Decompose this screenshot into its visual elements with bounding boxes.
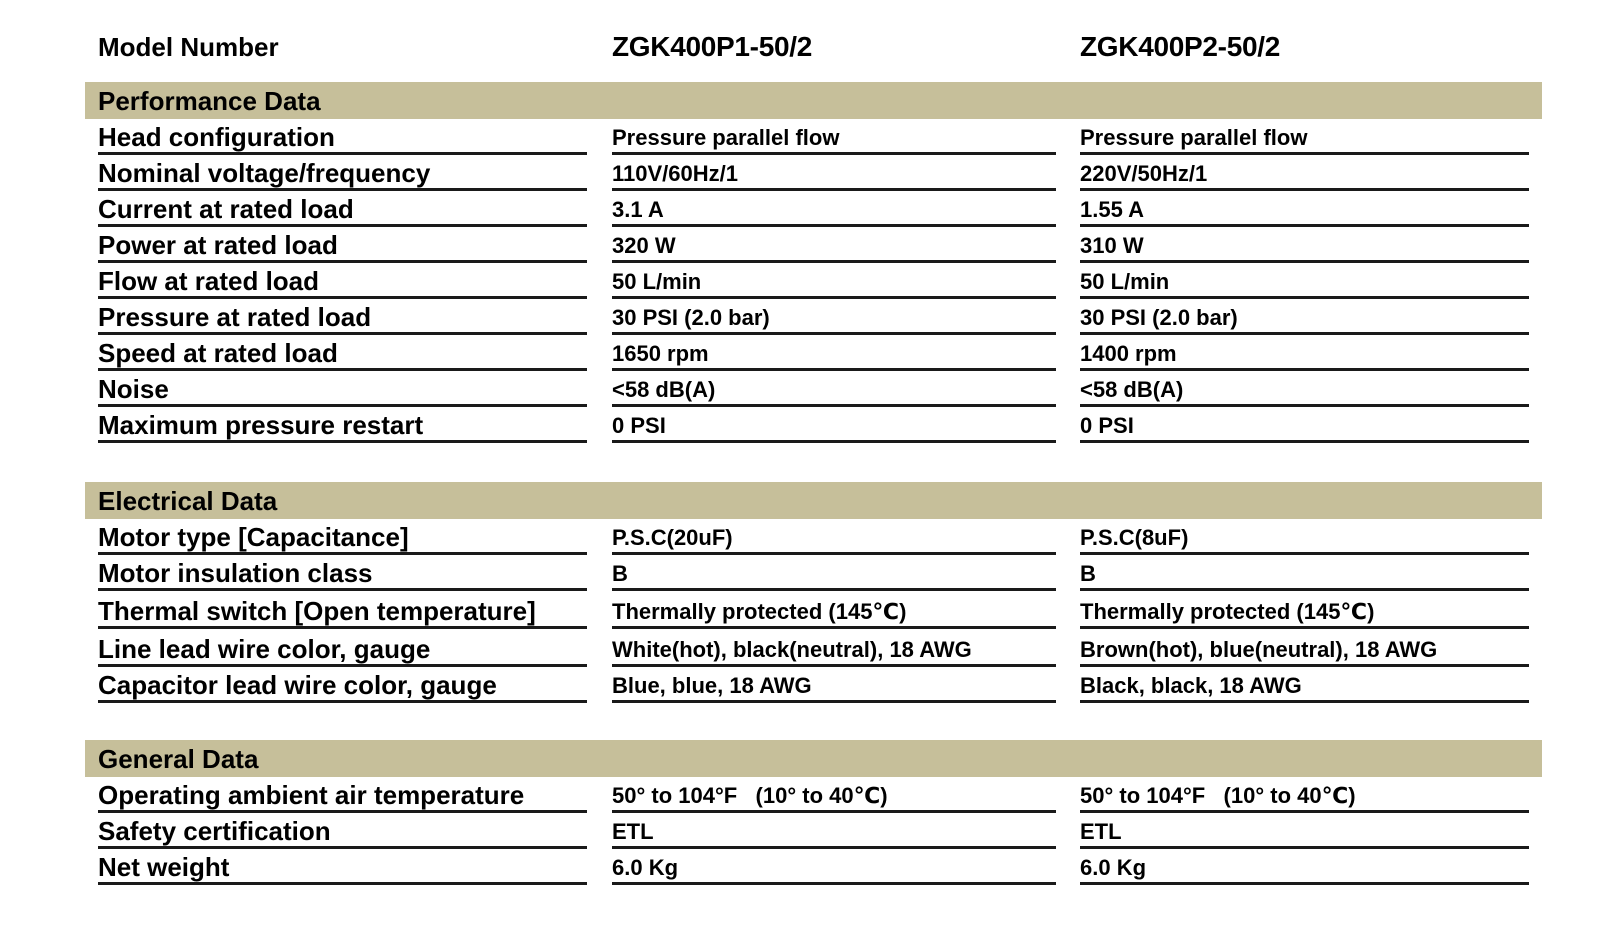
- spec-value-model-2: 1.55 A: [1080, 191, 1529, 227]
- spec-value-model-2: P.S.C(8uF): [1080, 519, 1529, 555]
- spec-value-model-1: White(hot), black(neutral), 18 AWG: [612, 631, 1056, 667]
- spec-label: Operating ambient air temperature: [98, 777, 587, 813]
- model-name-2: ZGK400P2-50/2: [1080, 31, 1280, 62]
- spec-label: Thermal switch [Open temperature]: [98, 593, 587, 629]
- spec-value-model-2: 0 PSI: [1080, 407, 1529, 443]
- spec-value-model-1: 50° to 104°F (10° to 40℃): [612, 777, 1056, 813]
- spec-label: Capacitor lead wire color, gauge: [98, 667, 587, 703]
- spec-value-model-1: 50 L/min: [612, 263, 1056, 299]
- spec-value-model-1: 320 W: [612, 227, 1056, 263]
- spec-value-model-1: P.S.C(20uF): [612, 519, 1056, 555]
- spec-value-model-1: 30 PSI (2.0 bar): [612, 299, 1056, 335]
- spec-row: [0, 155, 1600, 191]
- spec-row: [0, 519, 1600, 555]
- spec-value-model-2: 6.0 Kg: [1080, 849, 1529, 885]
- spec-row: [0, 263, 1600, 299]
- spec-value-model-1: Thermally protected (145℃): [612, 593, 1056, 629]
- spec-row: [0, 667, 1600, 703]
- spec-value-model-2: 50 L/min: [1080, 263, 1529, 299]
- spec-row: [0, 849, 1600, 885]
- spec-value-model-1: 3.1 A: [612, 191, 1056, 227]
- spec-label: Maximum pressure restart: [98, 407, 587, 443]
- spec-value-model-1: Pressure parallel flow: [612, 119, 1056, 155]
- spec-label: Line lead wire color, gauge: [98, 631, 587, 667]
- spec-row: [0, 777, 1600, 813]
- spec-value-model-2: 50° to 104°F (10° to 40℃): [1080, 777, 1529, 813]
- section-title: Performance Data: [98, 86, 321, 116]
- spec-row: [0, 631, 1600, 667]
- spec-value-model-2: Thermally protected (145℃): [1080, 593, 1529, 629]
- spec-value-model-1: <58 dB(A): [612, 371, 1056, 407]
- spec-label: Head configuration: [98, 119, 587, 155]
- spec-row: [0, 813, 1600, 849]
- spec-value-model-1: 0 PSI: [612, 407, 1056, 443]
- spec-label: Pressure at rated load: [98, 299, 587, 335]
- model-number-label: Model Number: [98, 32, 279, 62]
- spec-value-model-2: Brown(hot), blue(neutral), 18 AWG: [1080, 631, 1529, 667]
- spec-value-model-2: 30 PSI (2.0 bar): [1080, 299, 1529, 335]
- spec-label: Flow at rated load: [98, 263, 587, 299]
- section-title: Electrical Data: [98, 486, 278, 516]
- spec-value-model-1: 6.0 Kg: [612, 849, 1056, 885]
- spec-row: [0, 119, 1600, 155]
- spec-label: Motor type [Capacitance]: [98, 519, 587, 555]
- spec-label: Speed at rated load: [98, 335, 587, 371]
- spec-value-model-1: ETL: [612, 813, 1056, 849]
- spec-row: [0, 191, 1600, 227]
- spec-value-model-2: <58 dB(A): [1080, 371, 1529, 407]
- spec-value-model-1: Blue, blue, 18 AWG: [612, 667, 1056, 703]
- spec-row: [0, 227, 1600, 263]
- spec-value-model-2: ETL: [1080, 813, 1529, 849]
- spec-row: [0, 371, 1600, 407]
- spec-value-model-1: 110V/60Hz/1: [612, 155, 1056, 191]
- spec-value-model-2: B: [1080, 555, 1529, 591]
- spec-label: Motor insulation class: [98, 555, 587, 591]
- spec-label: Safety certification: [98, 813, 587, 849]
- section-title: General Data: [98, 744, 259, 774]
- spec-row: [0, 555, 1600, 591]
- spec-label: Nominal voltage/frequency: [98, 155, 587, 191]
- model-number-header: [0, 28, 1600, 68]
- spec-row: [0, 299, 1600, 335]
- section-header-band: [85, 82, 1542, 119]
- spec-value-model-2: 310 W: [1080, 227, 1529, 263]
- spec-value-model-2: 1400 rpm: [1080, 335, 1529, 371]
- spec-value-model-2: 220V/50Hz/1: [1080, 155, 1529, 191]
- spec-row: [0, 593, 1600, 629]
- spec-label: Power at rated load: [98, 227, 587, 263]
- section-header-band: [85, 740, 1542, 777]
- spec-row: [0, 335, 1600, 371]
- section-header-band: [85, 482, 1542, 519]
- spec-label: Net weight: [98, 849, 587, 885]
- spec-value-model-1: 1650 rpm: [612, 335, 1056, 371]
- model-name-1: ZGK400P1-50/2: [612, 31, 812, 62]
- spec-value-model-2: Pressure parallel flow: [1080, 119, 1529, 155]
- spec-label: Current at rated load: [98, 191, 587, 227]
- spec-value-model-2: Black, black, 18 AWG: [1080, 667, 1529, 703]
- spec-value-model-1: B: [612, 555, 1056, 591]
- spec-label: Noise: [98, 371, 587, 407]
- spec-row: [0, 407, 1600, 443]
